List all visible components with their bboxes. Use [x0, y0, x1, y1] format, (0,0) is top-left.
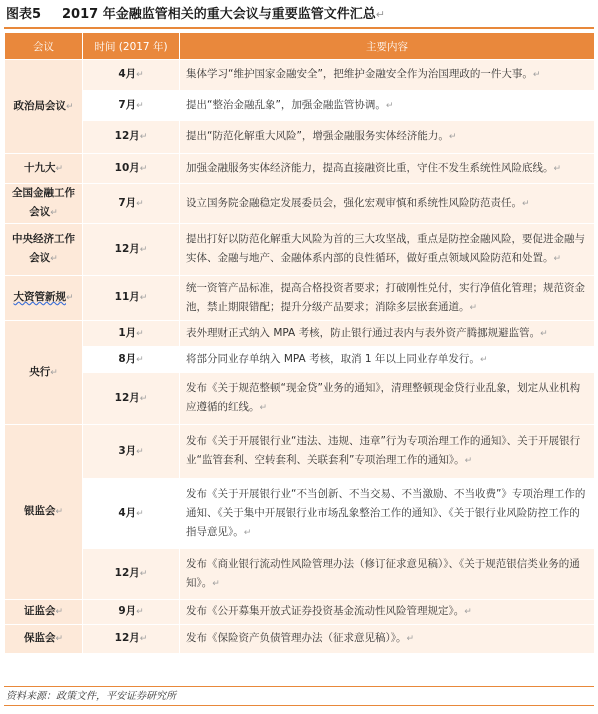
paragraph-mark-icon: ↵ — [50, 254, 58, 264]
category-label: 大资管新规 — [13, 291, 66, 303]
category-label: 证监会 — [23, 605, 56, 617]
content-cell — [180, 549, 595, 600]
paragraph-mark-icon: ↵ — [136, 328, 144, 339]
content-text: 发布《公开募集开放式证券投资基金流动性风险管理规定》。 — [186, 605, 465, 617]
category-label: 中央经济工作会议 — [12, 233, 75, 264]
category-cell-politburo — [5, 60, 83, 154]
category-cell-csrc — [5, 600, 83, 625]
content-cell — [180, 425, 595, 479]
content-text: 发布《商业银行流动性风险管理办法（修订征求意见稿）》、《关于规范银信类业务的通知》。 — [186, 557, 580, 589]
time-label: 12月 — [114, 391, 140, 404]
table-row — [5, 60, 595, 91]
paragraph-mark-icon: ↵ — [55, 163, 64, 174]
paragraph-mark-icon: ↵ — [55, 507, 64, 517]
time-label: 7月 — [118, 196, 137, 209]
content-text: 提出“整治金融乱象”，加强金融监管协调。 — [186, 98, 386, 111]
paragraph-mark-icon: ↵ — [464, 607, 472, 617]
content-text: 发布《关于开展银行业“不当创新、不当交易、不当激励、不当收费”》专项治理工作的通知、《关于集中开展银行业市场乱象整治工作的通知》、《关于银行业风险防控工作的指导意见》。 — [186, 487, 586, 538]
category-label: 十九大 — [23, 161, 56, 174]
paragraph-mark-icon: ↵ — [55, 607, 64, 617]
content-cell — [180, 479, 595, 549]
time-label: 8月 — [118, 352, 137, 365]
figure-title — [6, 3, 592, 27]
paragraph-mark-icon: ↵ — [139, 634, 148, 644]
content-text: 加强金融服务实体经济能力，提高直接融资比重，守住不发生系统性风险底线。 — [186, 161, 554, 174]
time-label: 3月 — [118, 444, 137, 457]
category-cell-asset-management-rules — [5, 276, 83, 321]
paragraph-mark-icon: ↵ — [139, 163, 148, 174]
content-text: 发布《保险资产负债管理办法（征求意见稿）》。 — [186, 632, 407, 644]
time-label: 1月 — [118, 326, 137, 339]
paragraph-mark-icon: ↵ — [139, 132, 148, 142]
content-cell — [180, 276, 595, 321]
content-cell — [180, 347, 595, 373]
figure-number: 图表5 — [6, 7, 42, 22]
time-cell — [83, 373, 180, 425]
table-row — [5, 347, 595, 373]
content-text: 将部分同业存单纳入 MPA 考核，取消 1 年以上同业存单发行。 — [186, 352, 480, 365]
time-label: 12月 — [114, 632, 140, 644]
paragraph-mark-icon: ↵ — [50, 367, 58, 378]
content-cell — [180, 600, 595, 625]
table-body — [5, 60, 595, 654]
table-row — [5, 184, 595, 224]
time-cell — [83, 60, 180, 91]
paragraph-mark-icon: ↵ — [136, 446, 144, 457]
content-cell — [180, 154, 595, 184]
time-label: 9月 — [118, 605, 137, 617]
content-text: 统一资管产品标准，提高合格投资者要求；打破刚性兑付，实行净值化管理；规范资金池，禁止期限错配；提升分级产品要求；消除多层嵌套通道。 — [186, 281, 585, 313]
paragraph-mark-icon: ↵ — [375, 8, 385, 21]
table-row — [5, 425, 595, 479]
table-row — [5, 154, 595, 184]
regulation-table — [4, 32, 595, 654]
table-row — [5, 549, 595, 600]
table-row — [5, 625, 595, 654]
time-cell — [83, 121, 180, 154]
paragraph-mark-icon: ↵ — [553, 163, 562, 174]
table-header-row — [5, 33, 595, 60]
category-label: 央行 — [29, 365, 51, 378]
category-cell-national-finance-conference — [5, 184, 83, 224]
content-text: 提出打好以防范化解重大风险为首的三大攻坚战，重点是防控金融风险，要促进金融与实体、金融与地产、金融体系内部的良性循环，做好重点领域风险防范和处置。 — [186, 233, 585, 264]
paragraph-mark-icon: ↵ — [532, 70, 541, 80]
content-cell — [180, 224, 595, 276]
time-cell — [83, 91, 180, 121]
category-label: 全国金融工作会议 — [12, 187, 75, 218]
paragraph-mark-icon: ↵ — [139, 569, 148, 579]
paragraph-mark-icon: ↵ — [464, 456, 473, 466]
content-text: 设立国务院金融稳定发展委员会，强化宏观审慎和系统性风险防范责任。 — [186, 196, 522, 209]
paragraph-mark-icon: ↵ — [212, 578, 220, 589]
time-cell — [83, 321, 180, 347]
time-cell — [83, 224, 180, 276]
time-cell — [83, 276, 180, 321]
time-cell — [83, 347, 180, 373]
figure-title-text: 2017 年金融监管相关的重大会议与重要监管文件汇总 — [62, 7, 376, 22]
paragraph-mark-icon: ↵ — [136, 508, 144, 519]
time-cell — [83, 625, 180, 654]
paragraph-mark-icon: ↵ — [259, 403, 268, 413]
title-rule — [4, 27, 594, 29]
content-text: 发布《关于规范整顿“现金贷”业务的通知》，清理整顿现金贷行业乱象，划定从业机构应遵循的红线。 — [186, 382, 581, 413]
time-cell — [83, 600, 180, 625]
time-label: 12月 — [114, 242, 140, 255]
content-text: 表外理财正式纳入 MPA 考核，防止银行通过表内与表外资产腾挪规避监管。 — [186, 326, 541, 339]
table-row — [5, 121, 595, 154]
header-content: 主要内容 — [180, 33, 595, 60]
paragraph-mark-icon: ↵ — [139, 393, 148, 404]
paragraph-mark-icon: ↵ — [385, 100, 394, 111]
paragraph-mark-icon: ↵ — [139, 293, 148, 303]
paragraph-mark-icon: ↵ — [65, 101, 74, 112]
paragraph-mark-icon: ↵ — [540, 328, 548, 339]
paragraph-mark-icon: ↵ — [139, 244, 148, 255]
paragraph-mark-icon: ↵ — [522, 198, 530, 209]
category-cell-19th-congress — [5, 154, 83, 184]
content-cell — [180, 121, 595, 154]
content-cell — [180, 625, 595, 654]
time-cell — [83, 549, 180, 600]
paragraph-mark-icon: ↵ — [50, 208, 58, 218]
category-cell-cbrc — [5, 425, 83, 600]
paragraph-mark-icon: ↵ — [553, 254, 562, 264]
paragraph-mark-icon: ↵ — [136, 198, 144, 209]
paragraph-mark-icon: ↵ — [136, 354, 144, 365]
time-label: 7月 — [118, 98, 137, 111]
content-text: 集体学习“维护国家金融安全”，把维护金融安全作为治国理政的一件大事。 — [186, 68, 533, 80]
table-row — [5, 276, 595, 321]
time-label: 4月 — [118, 506, 137, 519]
time-cell — [83, 184, 180, 224]
paragraph-mark-icon: ↵ — [65, 293, 74, 303]
content-text: 提出“防范化解重大风险”，增强金融服务实体经济能力。 — [186, 130, 449, 142]
time-cell — [83, 425, 180, 479]
source-note: 资料来源：政策文件，平安证券研究所 — [4, 686, 594, 706]
category-cell-central-bank — [5, 321, 83, 425]
table-row — [5, 321, 595, 347]
category-label: 银监会 — [23, 505, 56, 517]
table-row — [5, 373, 595, 425]
category-cell-central-economic-conference — [5, 224, 83, 276]
table-row — [5, 91, 595, 121]
category-label: 政治局会议 — [13, 99, 66, 112]
content-cell — [180, 91, 595, 121]
time-cell — [83, 479, 180, 549]
content-cell — [180, 60, 595, 91]
paragraph-mark-icon: ↵ — [55, 634, 64, 644]
paragraph-mark-icon: ↵ — [136, 100, 144, 111]
time-cell — [83, 154, 180, 184]
table-row — [5, 600, 595, 625]
paragraph-mark-icon: ↵ — [448, 132, 457, 142]
paragraph-mark-icon: ↵ — [136, 607, 144, 617]
paragraph-mark-icon: ↵ — [469, 302, 478, 313]
content-cell — [180, 373, 595, 425]
paragraph-mark-icon: ↵ — [243, 527, 252, 538]
time-label: 10月 — [114, 161, 140, 174]
category-cell-circ — [5, 625, 83, 654]
content-text: 发布《关于开展银行业“违法、违规、违章”行为专项治理工作的通知》、关于开展银行业“监管套利、空转套利、关联套利”专项治理工作的通知》。 — [186, 435, 581, 466]
paragraph-mark-icon: ↵ — [479, 354, 488, 365]
time-label: 4月 — [118, 68, 137, 80]
category-label: 保监会 — [23, 632, 56, 644]
paragraph-mark-icon: ↵ — [136, 70, 144, 80]
content-cell — [180, 184, 595, 224]
content-cell — [180, 321, 595, 347]
time-label: 11月 — [114, 291, 140, 303]
table-row — [5, 479, 595, 549]
header-meeting: 会议 — [5, 33, 83, 60]
time-label: 12月 — [114, 567, 140, 579]
time-label: 12月 — [114, 130, 140, 142]
header-time: 时间 (2017 年) — [83, 33, 180, 60]
table-row — [5, 224, 595, 276]
paragraph-mark-icon: ↵ — [406, 634, 415, 644]
